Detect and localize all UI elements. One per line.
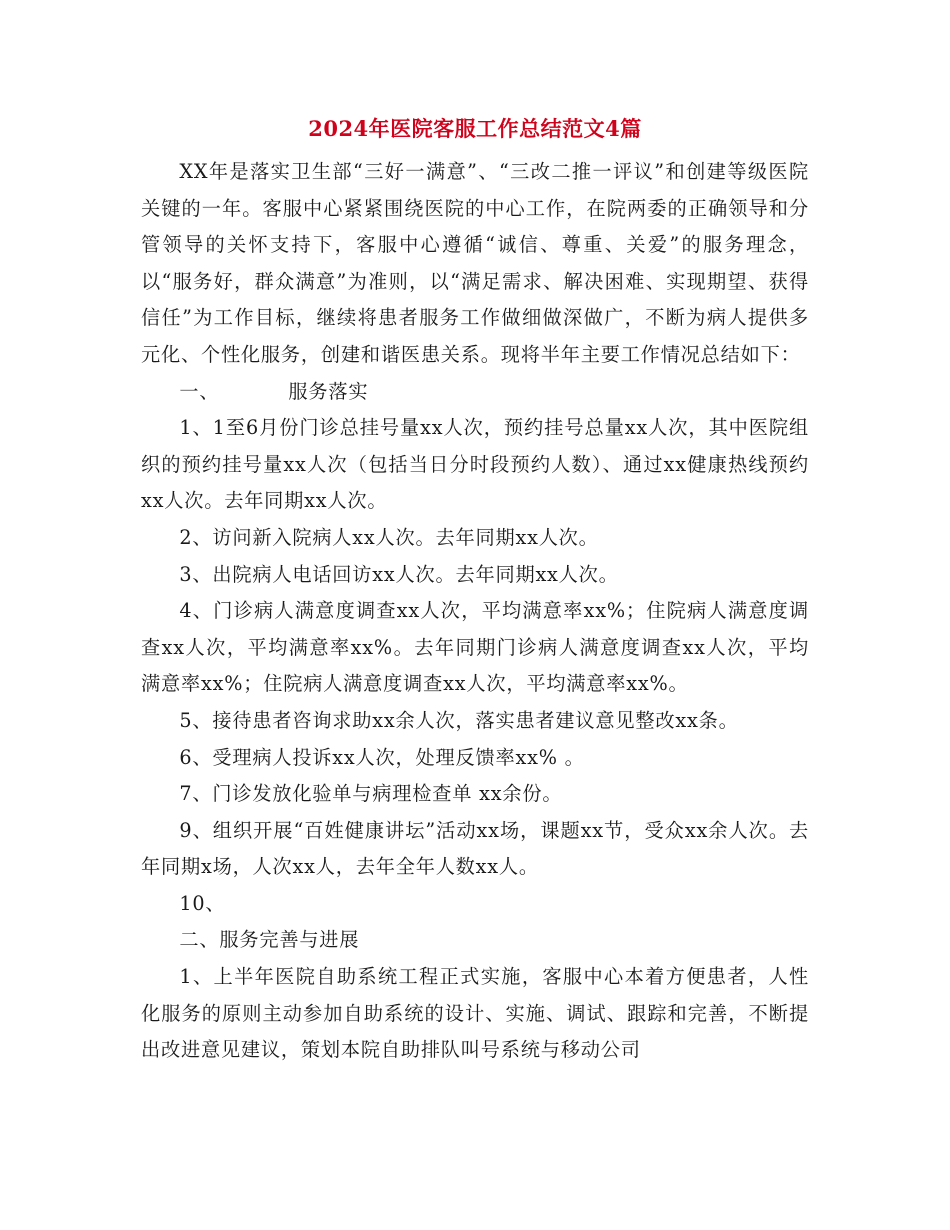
list-item: 1、上半年医院自助系统工程正式实施，客服中心本着方便患者，人性化服务的原则主动参加自助系统的设计、实施、调试、跟踪和完善，不断提出改进意见建议，策划本院自助排队叫号系统与移动公司 <box>141 965 809 1062</box>
list-item: 3、出院病人电话回访xx人次。去年同期xx人次。 <box>179 562 619 586</box>
section-heading-1: 一、 服务落实 <box>179 379 369 403</box>
list-item: 4、门诊病人满意度调查xx人次，平均满意率xx%；住院病人满意度调查xx人次，平均满意率xx%。去年同期门诊病人满意度调查xx人次，平均满意率xx%；住院病人满意度调查xx人次，平均满意率xx%。 <box>141 599 809 696</box>
list-item: 1、1至6月份门诊总挂号量xx人次，预约挂号总量xx人次，其中医院组织的预约挂号量xx人次（包括当日分时段预约人数）、通过xx健康热线预约xx人次。去年同期xx人次。 <box>141 416 809 513</box>
list-item: 6、受理病人投诉xx人次，处理反馈率xx% 。 <box>179 745 585 769</box>
list-item: 5、接待患者咨询求助xx余人次，落实患者建议意见整改xx条。 <box>179 708 739 732</box>
list-item: 7、门诊发放化验单与病理检查单 xx余份。 <box>179 782 563 806</box>
list-item: 2、访问新入院病人xx人次。去年同期xx人次。 <box>179 525 599 549</box>
intro-paragraph: XX年是落实卫生部“三好一满意”、“三改二推一评议”和创建等级医院关键的一年。客服中心紧紧围绕医院的中心工作，在院两委的正确领导和分管领导的关怀支持下，客服中心遵循“诚信、尊重、关爱”的服务理念，以“服务好，群众满意”为准则，以“满足需求、解决困难、实现期望、获得信任”为工作目标，继续将患者服务工作做细做深做广，不断为病人提供多元化、个性化服务，创建和谐医患关系。现将半年主要工作情况总结如下： <box>141 160 809 366</box>
document-body <box>141 154 809 1069</box>
document-title: 2024年医院客服工作总结范文4篇 <box>308 116 642 141</box>
list-item: 9、组织开展“百姓健康讲坛”活动xx场，课题xx节，受众xx余人次。去年同期x场，人次xx人，去年全年人数xx人。 <box>141 818 809 879</box>
section-heading-2: 二、服务完善与进展 <box>179 928 360 952</box>
list-item: 10、 <box>179 891 226 915</box>
